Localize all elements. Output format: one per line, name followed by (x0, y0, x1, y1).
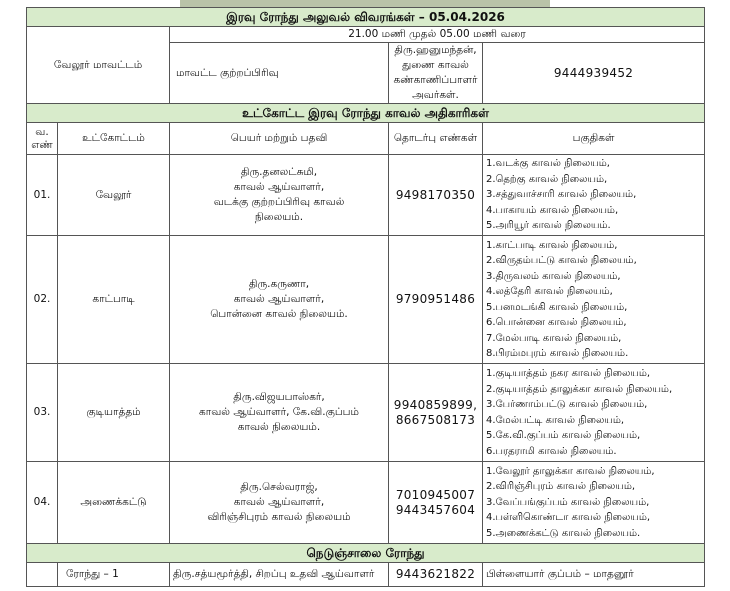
row-areas (483, 364, 705, 462)
highway-label: ரோந்து – 1 (58, 563, 170, 587)
table-row (27, 364, 705, 462)
officer-line: திரு.விஜயபாஸ்கர், (233, 391, 325, 403)
table-row (27, 236, 705, 364)
area-item: 3.வேப்பங்குப்பம் காவல் நிலையம், (486, 496, 650, 508)
row-subdivision: வேலூர் (58, 155, 170, 236)
district-unit-label: மாவட்ட குற்றப்பிரிவு (170, 43, 389, 104)
officer-line: நிலையம். (254, 211, 304, 223)
phone-number: 9443457604 (395, 502, 476, 517)
area-item: 3.பேர்ணாம்பட்டு காவல் நிலையம், (486, 399, 648, 410)
officer-line: பொன்னை காவல் நிலையம். (210, 308, 348, 320)
area-item: 5.அரியூர் காவல் நிலையம். (486, 220, 611, 232)
row-serial: 02. (27, 236, 58, 364)
officer-line: வடக்கு குற்றப்பிரிவு காவல் (213, 196, 345, 208)
time-range: 21.00 மணி முதல் 05.00 மணி வரை (170, 27, 705, 43)
area-item: 1.வேலூர் தாலுக்கா காவல் நிலையம், (486, 465, 655, 477)
row-officer (170, 155, 389, 236)
officer-line: காவல் ஆய்வாளர், (233, 181, 325, 193)
col-header-name: பெயர் மற்றும் பதவி (170, 123, 389, 155)
row-areas (483, 462, 705, 544)
area-item: 5.கே.வி.குப்பம் காவல் நிலையம், (486, 430, 641, 441)
district-officer: திரு.ஹனுமந்தன், துணை காவல் கண்காணிப்பாளர் அவர்கள். (389, 43, 483, 104)
col-header-phone: தொடர்பு எண்கள் (389, 123, 483, 155)
row-phone (389, 364, 483, 462)
area-item: 6.பொன்னை காவல் நிலையம், (486, 317, 627, 328)
table-row (27, 462, 705, 544)
row-officer (170, 236, 389, 364)
row-subdivision: குடியாத்தம் (58, 364, 170, 462)
row-subdivision: காட்பாடி (58, 236, 170, 364)
header-photo (180, 0, 550, 7)
area-item: 1.வடக்கு காவல் நிலையம், (486, 158, 610, 170)
area-item: 4.பாகாயம் காவல் நிலையம், (486, 204, 619, 216)
area-item: 4.மேல்பட்டி காவல் நிலையம், (486, 414, 625, 426)
highway-blank (27, 563, 58, 587)
subdivision-header: உட்கோட்ட இரவு ரோந்து காவல் அதிகாரிகள் (27, 104, 705, 123)
area-item: 5.அணைக்கட்டு காவல் நிலையம். (486, 527, 641, 539)
officer-line: காவல் ஆய்வாளர், கே.வி.குப்பம் (199, 406, 359, 418)
highway-row (27, 563, 705, 587)
officer-line: காவல் நிலையம். (237, 421, 321, 433)
col-header-areas: பகுதிகள் (483, 123, 705, 155)
phone-number: 7010945007 (395, 487, 476, 502)
area-item: 3.திருவலம் காவல் நிலையம், (486, 270, 621, 282)
district-label: வேலூர் மாவட்டம் (27, 27, 170, 104)
area-item: 4.பள்ளிகொண்டா காவல் நிலையம், (486, 512, 651, 524)
highway-phone: 9443621822 (389, 563, 483, 587)
area-item: 5.பனமடங்கி காவல் நிலையம், (486, 301, 628, 313)
row-serial: 04. (27, 462, 58, 544)
phone-number: 8667508173 (395, 412, 476, 427)
row-phone (389, 155, 483, 236)
officer-line: திரு.கருணா, (248, 278, 310, 290)
area-item: 8.பிரம்மபுரம் காவல் நிலையம். (486, 348, 629, 359)
highway-header: நெடுஞ்சாலை ரோந்து (27, 544, 705, 563)
row-subdivision: அணைக்கட்டு (58, 462, 170, 544)
phone-number: 9940859899, (393, 397, 478, 412)
page-title: இரவு ரோந்து அலுவல் விவரங்கள் – 05.04.2026 (27, 8, 705, 27)
row-areas (483, 236, 705, 364)
area-item: 1.காட்பாடி காவல் நிலையம், (486, 239, 618, 251)
row-phone (389, 462, 483, 544)
row-serial: 03. (27, 364, 58, 462)
row-officer (170, 364, 389, 462)
phone-number: 9498170350 (395, 187, 476, 202)
area-item: 2.குடியாத்தம் தாலுக்கா காவல் நிலையம், (486, 383, 673, 395)
area-item: 1.குடியாத்தம் நகர காவல் நிலையம், (486, 368, 651, 379)
officer-line: காவல் ஆய்வாளர், (233, 293, 325, 305)
area-item: 2.தெற்கு காவல் நிலையம், (486, 173, 608, 185)
officer-line: காவல் ஆய்வாளர், (233, 496, 325, 508)
row-serial: 01. (27, 155, 58, 236)
roster-table (26, 7, 705, 587)
row-officer (170, 462, 389, 544)
phone-number: 9790951486 (395, 292, 476, 306)
table-row (27, 155, 705, 236)
officer-line: திரு.தனலட்சுமி, (240, 166, 318, 178)
district-officer-phone: 9444939452 (483, 43, 705, 104)
col-header-sno: வ. எண் (27, 123, 58, 155)
highway-officer: திரு.சத்யமூர்த்தி, சிறப்பு உதவி ஆய்வாளர் (170, 563, 389, 587)
roster-sheet (26, 7, 704, 587)
area-item: 4.லத்தேரி காவல் நிலையம், (486, 286, 613, 297)
officer-line: திரு.செல்வராஜ், (240, 481, 318, 493)
col-header-subdivision: உட்கோட்டம் (58, 123, 170, 155)
row-phone (389, 236, 483, 364)
area-item: 7.மேல்பாடி காவல் நிலையம், (486, 332, 622, 344)
highway-area: பிள்ளையார் குப்பம் – மாதனூர் (483, 563, 705, 587)
row-areas (483, 155, 705, 236)
officer-line: விரிஞ்சிபுரம் காவல் நிலையம் (207, 511, 351, 523)
area-item: 3.சத்துவாச்சாரி காவல் நிலையம், (486, 189, 637, 201)
area-item: 6.பரதராமி காவல் நிலையம். (486, 445, 617, 457)
area-item: 2.விருதம்பட்டு காவல் நிலையம், (486, 255, 637, 266)
area-item: 2.விரிஞ்சிபுரம் காவல் நிலையம், (486, 481, 636, 493)
